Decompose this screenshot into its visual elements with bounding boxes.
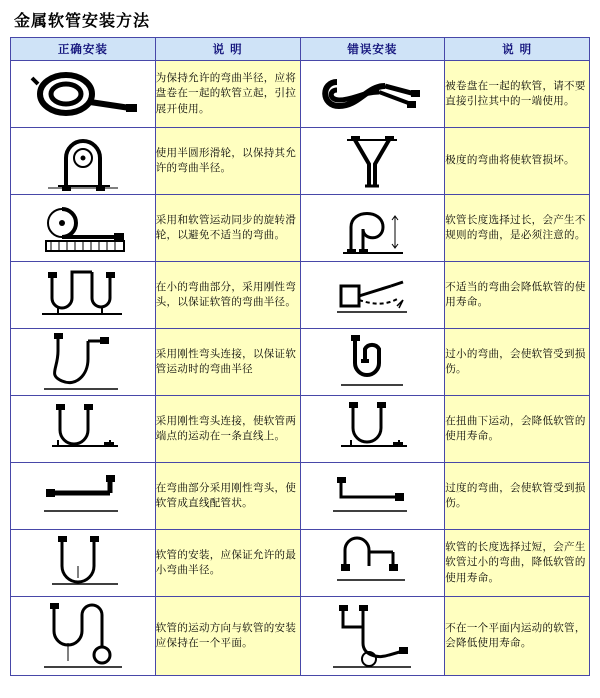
table-row bbox=[11, 329, 590, 396]
page-title: 金属软管安装方法 bbox=[14, 11, 151, 30]
straight-piping-elbow-correct-icon bbox=[11, 463, 156, 530]
excess-length-wrong-icon bbox=[300, 195, 445, 262]
description-cell: 在小的弯曲部分，采用刚性弯头，以保证软管的弯曲半径。 bbox=[155, 262, 300, 329]
sharp-bend-wrong-icon bbox=[300, 128, 445, 195]
description-cell: 软管的安装，应保证允许的最小弯曲半径。 bbox=[155, 530, 300, 597]
table-body bbox=[11, 61, 590, 676]
table-row bbox=[11, 396, 590, 463]
semicircular-sheave-correct-icon bbox=[11, 128, 156, 195]
too-small-bend-wrong-icon bbox=[300, 329, 445, 396]
table-row bbox=[11, 61, 590, 128]
same-plane-motion-correct-icon bbox=[11, 597, 156, 676]
out-of-plane-motion-wrong-icon bbox=[300, 597, 445, 676]
description-cell: 使用半圆形滑轮，以保持其允许的弯曲半径。 bbox=[155, 128, 300, 195]
description-cell: 采用和软管运动同步的旋转滑轮，以避免不适当的弯曲。 bbox=[155, 195, 300, 262]
table-header bbox=[11, 38, 590, 61]
table-row bbox=[11, 195, 590, 262]
header-wrong-install: 错误安装 bbox=[300, 38, 445, 61]
description-cell: 被卷盘在一起的软管，请不要直接引拉其中的一端使用。 bbox=[445, 61, 590, 128]
excessive-bend-wrong-icon bbox=[300, 463, 445, 530]
rotating-sheave-correct-icon bbox=[11, 195, 156, 262]
description-cell: 极度的弯曲将使软管损坏。 bbox=[445, 128, 590, 195]
description-cell: 过小的弯曲，会使软管受到损伤。 bbox=[445, 329, 590, 396]
header-correct-install-1: 正确安装 bbox=[11, 38, 156, 61]
coiled-hose-wrong-icon bbox=[300, 61, 445, 128]
table-row bbox=[11, 530, 590, 597]
table-header-row bbox=[11, 38, 590, 61]
hose-installation-table bbox=[10, 37, 590, 676]
torsion-motion-wrong-icon bbox=[300, 396, 445, 463]
description-cell: 为保持允许的弯曲半径，应将盘卷在一起的软管立起，引拉展开使用。 bbox=[155, 61, 300, 128]
table-row bbox=[11, 597, 590, 676]
header-description-1: 说 明 bbox=[155, 38, 300, 61]
description-cell: 采用刚性弯头连接，以保证软管运动时的弯曲半径 bbox=[155, 329, 300, 396]
table-row bbox=[11, 262, 590, 329]
too-long-length-wrong-icon bbox=[300, 530, 445, 597]
description-cell: 不在一个平面内运动的软管，会降低使用寿命。 bbox=[445, 597, 590, 676]
min-bend-radius-correct-icon bbox=[11, 530, 156, 597]
description-cell: 采用刚性弯头连接，使软管两端点的运动在一条直线上。 bbox=[155, 396, 300, 463]
table-row bbox=[11, 128, 590, 195]
description-cell: 软管长度选择过长，会产生不规则的弯曲，是必须注意的。 bbox=[445, 195, 590, 262]
description-cell: 过度的弯曲，会使软管受到损伤。 bbox=[445, 463, 590, 530]
description-cell: 在扭曲下运动，会降低软管的使用寿命。 bbox=[445, 396, 590, 463]
table-row bbox=[11, 463, 590, 530]
rigid-bend-small-radius-correct-icon bbox=[11, 262, 156, 329]
rigid-elbow-connection-correct-icon bbox=[11, 329, 156, 396]
description-cell: 在弯曲部分采用刚性弯头，使软管成直线配管状。 bbox=[155, 463, 300, 530]
header-description-2: 说 明 bbox=[445, 38, 590, 61]
description-cell: 不适当的弯曲会降低软管的使用寿命。 bbox=[445, 262, 590, 329]
improper-bend-wrong-icon bbox=[300, 262, 445, 329]
description-cell: 软管的运动方向与软管的安装应保持在一个平面。 bbox=[155, 597, 300, 676]
description-cell: 软管的长度选择过短，会产生软管过小的弯曲，降低软管的使用寿命。 bbox=[445, 530, 590, 597]
straight-line-motion-correct-icon bbox=[11, 396, 156, 463]
coiled-hose-correct-icon bbox=[11, 61, 156, 128]
